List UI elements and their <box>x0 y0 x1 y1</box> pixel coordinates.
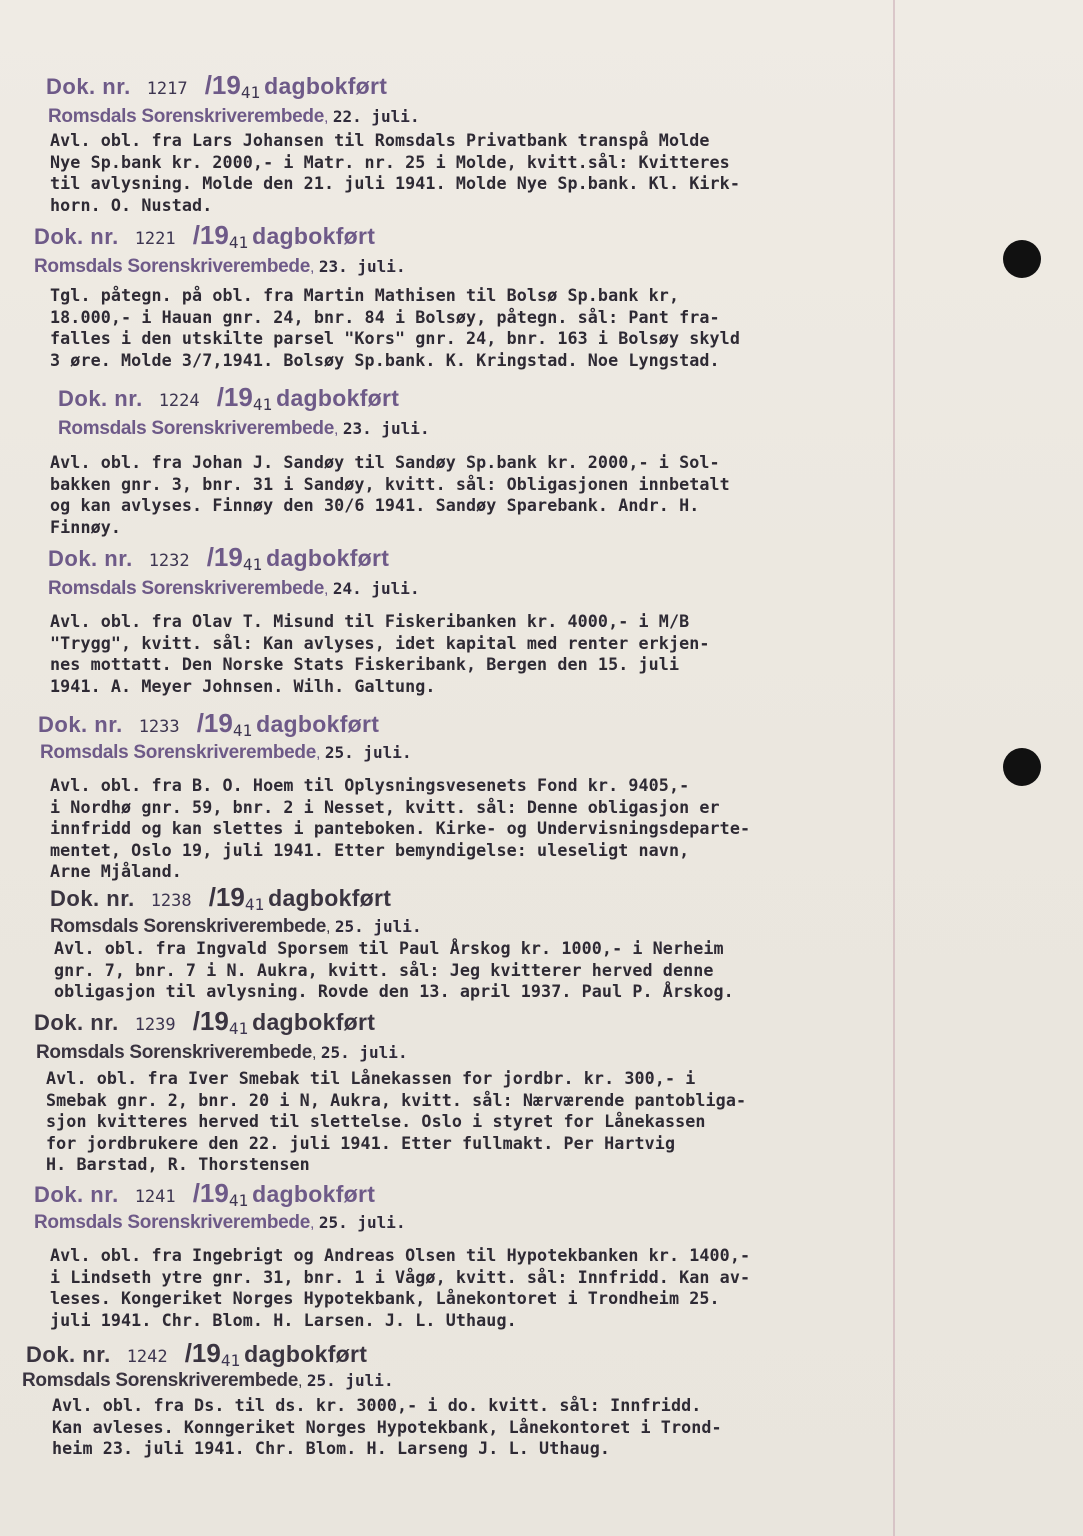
year-prefix: /19 <box>192 1178 229 1208</box>
office-stamp: Romsdals Sorenskriverembede, 25. juli. <box>40 742 412 763</box>
doc-number: 1221 <box>134 229 176 249</box>
dok-label: Dok. nr. <box>34 1010 119 1035</box>
journal-status: dagbokført <box>264 73 388 99</box>
doc-year: 41 <box>220 1351 241 1370</box>
journal-status: dagbokført <box>276 385 400 411</box>
office-stamp: Romsdals Sorenskriverembede, 23. juli. <box>58 418 430 439</box>
dok-label: Dok. nr. <box>26 1342 111 1367</box>
entry-text: Avl. obl. fra Ingvald Sporsem til Paul Årskog kr. 1000,- i Nerheim gnr. 7, bnr. 7 i N. Aukra, kvitt. sål: Jeg kvitterer herved denne obligasjon til avlysning. Rovde den 13. april 1937. Paul P. Årskog. <box>54 938 734 1001</box>
dok-stamp <box>34 1176 375 1210</box>
entry-date: 22. juli. <box>332 107 420 126</box>
entry-date: 25. juli. <box>324 743 412 762</box>
entry-date: 25. juli. <box>318 1213 406 1232</box>
journal-status: dagbokført <box>252 1009 376 1035</box>
doc-number: 1224 <box>158 391 200 411</box>
journal-status: dagbokført <box>266 545 390 571</box>
journal-status: dagbokført <box>244 1341 368 1367</box>
year-prefix: /19 <box>192 1006 229 1036</box>
margin-rule <box>893 0 895 1536</box>
entry-date: 23. juli. <box>318 257 406 276</box>
dok-stamp <box>48 540 389 574</box>
dok-label: Dok. nr. <box>38 712 123 737</box>
doc-number: 1242 <box>126 1347 168 1367</box>
year-prefix: /19 <box>184 1338 221 1368</box>
entry-text: Avl. obl. fra Olav T. Misund til Fiskeribanken kr. 4000,- i M/B "Trygg", kvitt. sål: Kan avlyses, idet kapital med renter erkjen- nes mottatt. Den Norske Stats Fiskeribank, Bergen den 15. juli 1941. A. Meyer Johnsen. Wilh. Galtung. <box>50 611 710 696</box>
binder-hole <box>1003 748 1041 786</box>
journal-status: dagbokført <box>252 223 376 249</box>
office-stamp: Romsdals Sorenskriverembede, 23. juli. <box>34 256 406 277</box>
doc-year: 41 <box>252 395 273 414</box>
doc-year: 41 <box>244 895 265 914</box>
dok-stamp <box>38 706 379 740</box>
entry-text: Avl. obl. fra Ds. til ds. kr. 3000,- i do. kvitt. sål: Innfridd. Kan avleses. Konngeriket Norges Hypotekbank, Lånekontoret i Trond- heim 23. juli 1941. Chr. Blom. H. Larseng J. L. Uthaug. <box>52 1395 722 1458</box>
dok-label: Dok. nr. <box>46 74 131 99</box>
doc-number: 1233 <box>138 717 180 737</box>
office-name: Romsdals Sorenskriverembede <box>48 106 324 127</box>
entry-date: 25. juli. <box>334 917 422 936</box>
entry-text: Tgl. påtegn. på obl. fra Martin Mathisen til Bolsø Sp.bank kr, 18.000,- i Hauan gnr. 24, bnr. 84 i Bolsøy, påtegn. sål: Pant fra- falles i den utskilte parsel "Kors" gnr. 24, bnr. 163 i Bolsøy skyld 3 øre. Molde 3/7,1941. Bolsøy Sp.bank. K. Kringstad. Noe Lyngstad. <box>50 285 740 370</box>
office-name: Romsdals Sorenskriverembede <box>58 418 334 439</box>
entry-date: 23. juli. <box>342 419 430 438</box>
doc-number: 1241 <box>134 1187 176 1207</box>
entry-date: 24. juli. <box>332 579 420 598</box>
office-name: Romsdals Sorenskriverembede <box>48 578 324 599</box>
year-prefix: /19 <box>216 382 253 412</box>
office-name: Romsdals Sorenskriverembede <box>34 256 310 277</box>
doc-number: 1238 <box>150 891 192 911</box>
entry-text: Avl. obl. fra Lars Johansen til Romsdals Privatbank transpå Molde Nye Sp.bank kr. 2000,- i Matr. nr. 25 i Molde, kvitt.sål: Kvitteres til avlysning. Molde den 21. juli 1941. Molde Nye Sp.bank. Kl. Kirk- horn. O. Nustad. <box>50 130 740 215</box>
office-stamp: Romsdals Sorenskriverembede, 22. juli. <box>48 106 420 127</box>
office-stamp: Romsdals Sorenskriverembede, 25. juli. <box>34 1212 406 1233</box>
year-prefix: /19 <box>206 542 243 572</box>
office-name: Romsdals Sorenskriverembede <box>40 742 316 763</box>
dok-label: Dok. nr. <box>50 886 135 911</box>
doc-number: 1232 <box>148 551 190 571</box>
doc-year: 41 <box>232 721 253 740</box>
dok-stamp <box>50 880 391 914</box>
dok-stamp <box>26 1336 367 1370</box>
office-stamp: Romsdals Sorenskriverembede, 24. juli. <box>48 578 420 599</box>
doc-year: 41 <box>242 555 263 574</box>
entry-text: Avl. obl. fra Iver Smebak til Lånekassen for jordbr. kr. 300,- i Smebak gnr. 2, bnr. 20 i N, Aukra, kvitt. sål: Nærværende pantobliga- sjon kvitteres herved til slettelse. Oslo i styret for Lånekassen for jordbrukere den 22. juli 1941. Etter fullmakt. Per Hartvig H. Barstad, R. Thorstensen <box>46 1068 747 1174</box>
office-stamp: Romsdals Sorenskriverembede, 25. juli. <box>22 1370 394 1391</box>
doc-year: 41 <box>240 83 261 102</box>
journal-status: dagbokført <box>252 1181 376 1207</box>
doc-number: 1217 <box>146 79 188 99</box>
office-stamp: Romsdals Sorenskriverembede, 25. juli. <box>50 916 422 937</box>
binder-hole <box>1003 240 1041 278</box>
entry-text: Avl. obl. fra Ingebrigt og Andreas Olsen til Hypotekbanken kr. 1400,- i Lindseth ytre gnr. 31, bnr. 1 i Vågø, kvitt. sål: Innfridd. Kan av- leses. Kongeriket Norges Hypotekbank, Lånekontoret i Trondheim 25. juli 1941. Chr. Blom. H. Larsen. J. L. Uthaug. <box>50 1245 751 1330</box>
year-prefix: /19 <box>196 708 233 738</box>
entry-date: 25. juli. <box>306 1371 394 1390</box>
doc-year: 41 <box>228 1191 249 1210</box>
dok-stamp <box>34 218 375 252</box>
office-name: Romsdals Sorenskriverembede <box>36 1042 312 1063</box>
dok-stamp <box>46 68 387 102</box>
entry-text: Avl. obl. fra B. O. Hoem til Oplysningsvesenets Fond kr. 9405,- i Nordhø gnr. 59, bnr. 2 i Nesset, kvitt. sål: Denne obligasjon er innfridd og kan slettes i panteboken. Kirke- og Undervisningsdeparte- mentet, Oslo 19, juli 1941. Etter bemyndigelse: uleseligt navn, Arne Mjåland. <box>50 775 751 881</box>
office-stamp: Romsdals Sorenskriverembede, 25. juli. <box>36 1042 408 1063</box>
doc-year: 41 <box>228 233 249 252</box>
year-prefix: /19 <box>204 70 241 100</box>
office-name: Romsdals Sorenskriverembede <box>22 1370 298 1391</box>
journal-status: dagbokført <box>256 711 380 737</box>
year-prefix: /19 <box>208 882 245 912</box>
dok-stamp <box>58 380 399 414</box>
year-prefix: /19 <box>192 220 229 250</box>
entry-date: 25. juli. <box>320 1043 408 1062</box>
doc-number: 1239 <box>134 1015 176 1035</box>
journal-status: dagbokført <box>268 885 392 911</box>
dok-label: Dok. nr. <box>48 546 133 571</box>
office-name: Romsdals Sorenskriverembede <box>50 916 326 937</box>
office-name: Romsdals Sorenskriverembede <box>34 1212 310 1233</box>
doc-year: 41 <box>228 1019 249 1038</box>
dok-label: Dok. nr. <box>34 1182 119 1207</box>
dok-label: Dok. nr. <box>58 386 143 411</box>
dok-label: Dok. nr. <box>34 224 119 249</box>
dok-stamp <box>34 1004 375 1038</box>
entry-text: Avl. obl. fra Johan J. Sandøy til Sandøy Sp.bank kr. 2000,- i Sol- bakken gnr. 3, bnr. 31 i Sandøy, kvitt. sål: Obligasjonen innbetalt og kan avlyses. Finnøy den 30/6 1941. Sandøy Sparebank. Andr. H. Finnøy. <box>50 452 730 537</box>
